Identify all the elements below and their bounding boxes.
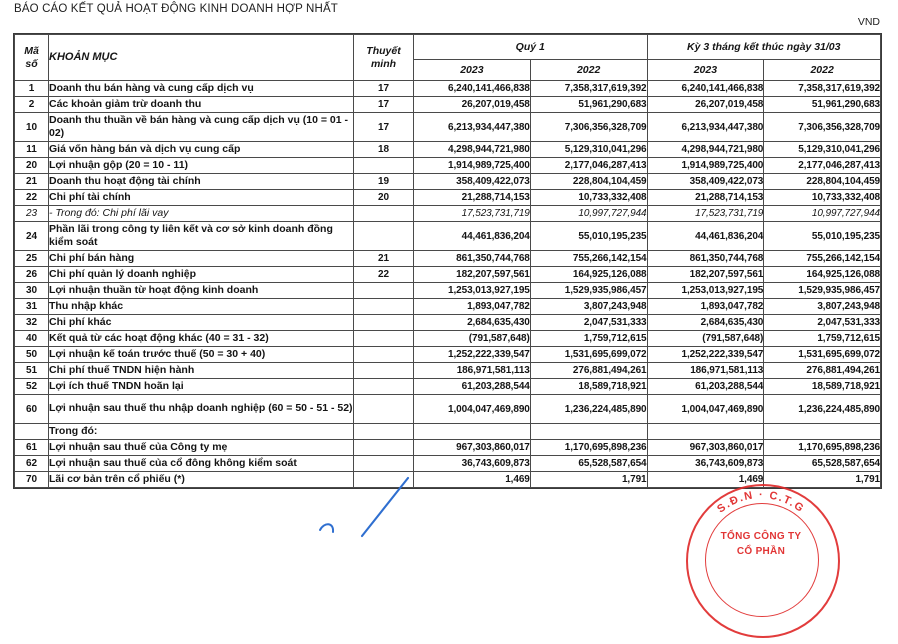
seal-arc-text <box>686 484 836 634</box>
table-row <box>15 267 881 283</box>
row-value-period-2023: 1,252,222,339,547 <box>647 347 764 363</box>
row-value-quarter-2023: 861,350,744,768 <box>414 251 531 267</box>
row-value-quarter-2023: 61,203,288,544 <box>414 379 531 395</box>
row-value-quarter-2022: 10,997,727,944 <box>530 206 647 222</box>
row-value-quarter-2023: 1,253,013,927,195 <box>414 283 531 299</box>
row-value-period-2023: 6,213,934,447,380 <box>647 113 764 142</box>
column-header-item: KHOẢN MỤC <box>49 35 354 81</box>
row-value-quarter-2023: 6,213,934,447,380 <box>414 113 531 142</box>
row-value-quarter-2023: 2,684,635,430 <box>414 315 531 331</box>
row-value-quarter-2023: 1,914,989,725,400 <box>414 158 531 174</box>
row-value-period-2022: 3,807,243,948 <box>764 299 881 315</box>
row-code-cell: 11 <box>15 142 49 158</box>
row-note-cell: 17 <box>354 113 414 142</box>
table-row <box>15 222 881 251</box>
row-value-quarter-2023: 1,004,047,469,890 <box>414 395 531 424</box>
row-item-cell: Doanh thu hoạt động tài chính <box>49 174 354 190</box>
row-item-cell: Lợi nhuận gộp (20 = 10 - 11) <box>49 158 354 174</box>
row-note-cell <box>354 315 414 331</box>
row-note-cell <box>354 222 414 251</box>
row-value-period-2023: 967,303,860,017 <box>647 440 764 456</box>
row-value-period-2022: 1,531,695,699,072 <box>764 347 881 363</box>
table-row <box>15 158 881 174</box>
column-group-header-quarter: Quý 1 <box>414 35 648 60</box>
row-value-period-2022: 755,266,142,154 <box>764 251 881 267</box>
row-note-cell <box>354 158 414 174</box>
row-item-cell: Kết quả từ các hoạt động khác (40 = 31 - 32) <box>49 331 354 347</box>
row-value-period-2022: 10,997,727,944 <box>764 206 881 222</box>
row-value-quarter-2023: 36,743,609,873 <box>414 456 531 472</box>
row-item-cell: Trong đó: <box>49 424 354 440</box>
row-value-quarter-2022: 1,170,695,898,236 <box>530 440 647 456</box>
row-code-cell: 70 <box>15 472 49 488</box>
row-note-cell <box>354 379 414 395</box>
row-value-period-2022: 2,177,046,287,413 <box>764 158 881 174</box>
page-title: BÁO CÁO KẾT QUẢ HOẠT ĐỘNG KINH DOANH HỢP NHẤT <box>14 3 338 15</box>
seal-inner-ring <box>705 503 819 617</box>
row-value-period-2022: 55,010,195,235 <box>764 222 881 251</box>
row-value-period-2023: 61,203,288,544 <box>647 379 764 395</box>
row-value-quarter-2023: 21,288,714,153 <box>414 190 531 206</box>
row-value-period-2023: 36,743,609,873 <box>647 456 764 472</box>
table-row <box>15 174 881 190</box>
column-header-quarter-2022: 2022 <box>530 60 647 81</box>
row-value-period-2022: 10,733,332,408 <box>764 190 881 206</box>
row-note-cell <box>354 299 414 315</box>
table-row <box>15 283 881 299</box>
row-item-cell: Lợi ích thuế TNDN hoãn lại <box>49 379 354 395</box>
currency-unit-label: VND <box>857 16 880 28</box>
row-note-cell: 20 <box>354 190 414 206</box>
row-item-cell: Chi phí bán hàng <box>49 251 354 267</box>
row-value-period-2023: 26,207,019,458 <box>647 97 764 113</box>
row-note-cell <box>354 440 414 456</box>
row-code-cell: 62 <box>15 456 49 472</box>
row-value-quarter-2022 <box>530 424 647 440</box>
row-item-cell: Giá vốn hàng bán và dịch vụ cung cấp <box>49 142 354 158</box>
table-row <box>15 395 881 424</box>
row-note-cell <box>354 363 414 379</box>
row-value-period-2023: 1,004,047,469,890 <box>647 395 764 424</box>
row-note-cell <box>354 472 414 488</box>
table-row <box>15 81 881 97</box>
row-value-period-2022: 5,129,310,041,296 <box>764 142 881 158</box>
row-note-cell: 17 <box>354 97 414 113</box>
row-value-period-2023: (791,587,648) <box>647 331 764 347</box>
table-row <box>15 315 881 331</box>
seal-center-text <box>686 530 836 559</box>
row-item-cell: Doanh thu bán hàng và cung cấp dịch vụ <box>49 81 354 97</box>
row-item-cell: Chi phí thuế TNDN hiện hành <box>49 363 354 379</box>
table-row <box>15 472 881 488</box>
row-value-period-2022: 1,236,224,485,890 <box>764 395 881 424</box>
row-value-period-2022: 18,589,718,921 <box>764 379 881 395</box>
row-value-quarter-2023: 6,240,141,466,838 <box>414 81 531 97</box>
row-code-cell: 50 <box>15 347 49 363</box>
table-header <box>15 35 881 81</box>
row-value-period-2023: 1,893,047,782 <box>647 299 764 315</box>
row-value-period-2023: 186,971,581,113 <box>647 363 764 379</box>
table-row <box>15 363 881 379</box>
row-item-cell: Thu nhập khác <box>49 299 354 315</box>
row-value-quarter-2023: 967,303,860,017 <box>414 440 531 456</box>
row-value-period-2023: 1,914,989,725,400 <box>647 158 764 174</box>
row-note-cell: 21 <box>354 251 414 267</box>
row-value-quarter-2022: 51,961,290,683 <box>530 97 647 113</box>
row-item-cell: - Trong đó: Chi phí lãi vay <box>49 206 354 222</box>
row-note-cell: 19 <box>354 174 414 190</box>
row-value-quarter-2022: 755,266,142,154 <box>530 251 647 267</box>
row-value-period-2022: 228,804,104,459 <box>764 174 881 190</box>
row-value-quarter-2023: 44,461,836,204 <box>414 222 531 251</box>
row-value-period-2022: 7,306,356,328,709 <box>764 113 881 142</box>
row-value-quarter-2022: 1,529,935,986,457 <box>530 283 647 299</box>
table-row <box>15 97 881 113</box>
column-header-period-2023: 2023 <box>647 60 764 81</box>
row-item-cell: Các khoản giảm trừ doanh thu <box>49 97 354 113</box>
row-value-quarter-2022: 276,881,494,261 <box>530 363 647 379</box>
row-value-period-2022: 7,358,317,619,392 <box>764 81 881 97</box>
row-value-period-2023: 6,240,141,466,838 <box>647 81 764 97</box>
row-value-period-2022: 65,528,587,654 <box>764 456 881 472</box>
row-code-cell: 26 <box>15 267 49 283</box>
row-value-period-2023: 17,523,731,719 <box>647 206 764 222</box>
row-value-quarter-2022: 3,807,243,948 <box>530 299 647 315</box>
row-value-quarter-2023: 1,469 <box>414 472 531 488</box>
income-statement-table-wrapper <box>14 34 880 488</box>
seal-text-line2: CỔ PHẦN <box>736 545 786 557</box>
row-value-period-2022: 1,170,695,898,236 <box>764 440 881 456</box>
row-value-period-2023: 2,684,635,430 <box>647 315 764 331</box>
row-value-quarter-2023: 358,409,422,073 <box>414 174 531 190</box>
row-note-cell <box>354 395 414 424</box>
row-code-cell: 30 <box>15 283 49 299</box>
row-item-cell: Chi phí khác <box>49 315 354 331</box>
row-code-cell: 1 <box>15 81 49 97</box>
row-note-cell <box>354 331 414 347</box>
table-row <box>15 424 881 440</box>
row-value-quarter-2022: 65,528,587,654 <box>530 456 647 472</box>
row-value-quarter-2023: 1,252,222,339,547 <box>414 347 531 363</box>
row-code-cell: 25 <box>15 251 49 267</box>
income-statement-table <box>14 34 881 488</box>
row-value-period-2023: 44,461,836,204 <box>647 222 764 251</box>
row-value-period-2023: 182,207,597,561 <box>647 267 764 283</box>
row-value-quarter-2022: 7,306,356,328,709 <box>530 113 647 142</box>
row-code-cell: 32 <box>15 315 49 331</box>
row-value-quarter-2023: (791,587,648) <box>414 331 531 347</box>
row-code-cell: 24 <box>15 222 49 251</box>
row-code-cell: 2 <box>15 97 49 113</box>
row-value-quarter-2022: 2,047,531,333 <box>530 315 647 331</box>
row-value-quarter-2022: 1,791 <box>530 472 647 488</box>
row-value-quarter-2022: 7,358,317,619,392 <box>530 81 647 97</box>
table-row <box>15 331 881 347</box>
row-value-period-2023 <box>647 424 764 440</box>
row-value-period-2022: 1,529,935,986,457 <box>764 283 881 299</box>
column-header-code-line1: Mã <box>24 45 39 58</box>
row-value-quarter-2022: 18,589,718,921 <box>530 379 647 395</box>
row-value-quarter-2023: 182,207,597,561 <box>414 267 531 283</box>
table-row <box>15 456 881 472</box>
row-value-quarter-2022: 228,804,104,459 <box>530 174 647 190</box>
row-note-cell <box>354 206 414 222</box>
row-value-quarter-2022: 1,236,224,485,890 <box>530 395 647 424</box>
company-seal-stamp <box>686 484 846 644</box>
row-code-cell: 20 <box>15 158 49 174</box>
column-header-quarter-2023: 2023 <box>414 60 531 81</box>
row-note-cell: 17 <box>354 81 414 97</box>
row-note-cell: 18 <box>354 142 414 158</box>
row-value-quarter-2023: 4,298,944,721,980 <box>414 142 531 158</box>
row-value-period-2022: 1,791 <box>764 472 881 488</box>
row-code-cell: 61 <box>15 440 49 456</box>
table-row <box>15 299 881 315</box>
row-value-period-2023: 1,469 <box>647 472 764 488</box>
row-code-cell: 10 <box>15 113 49 142</box>
row-code-cell: 23 <box>15 206 49 222</box>
row-value-period-2022: 2,047,531,333 <box>764 315 881 331</box>
row-value-quarter-2023 <box>414 424 531 440</box>
row-code-cell: 40 <box>15 331 49 347</box>
row-value-quarter-2022: 1,759,712,615 <box>530 331 647 347</box>
table-body <box>15 81 881 488</box>
row-code-cell: 22 <box>15 190 49 206</box>
row-note-cell <box>354 424 414 440</box>
row-value-period-2023: 1,253,013,927,195 <box>647 283 764 299</box>
row-value-period-2023: 861,350,744,768 <box>647 251 764 267</box>
table-row <box>15 347 881 363</box>
row-item-cell: Phần lãi trong công ty liên kết và cơ sở kinh doanh đồng kiểm soát <box>49 222 354 251</box>
row-note-cell: 22 <box>354 267 414 283</box>
column-header-code-line2: số <box>25 57 38 70</box>
row-code-cell: 51 <box>15 363 49 379</box>
row-item-cell: Lãi cơ bản trên cổ phiếu (*) <box>49 472 354 488</box>
row-note-cell <box>354 283 414 299</box>
row-item-cell: Chi phí quản lý doanh nghiệp <box>49 267 354 283</box>
table-row <box>15 190 881 206</box>
row-value-quarter-2023: 26,207,019,458 <box>414 97 531 113</box>
row-item-cell: Chi phí tài chính <box>49 190 354 206</box>
row-note-cell <box>354 456 414 472</box>
row-code-cell: 60 <box>15 395 49 424</box>
column-header-code <box>15 35 49 81</box>
row-value-quarter-2022: 164,925,126,088 <box>530 267 647 283</box>
table-row <box>15 251 881 267</box>
seal-outer-ring <box>686 484 840 638</box>
row-value-quarter-2022: 55,010,195,235 <box>530 222 647 251</box>
column-header-note-line2: minh <box>370 57 397 70</box>
table-row <box>15 206 881 222</box>
row-note-cell <box>354 347 414 363</box>
row-value-quarter-2022: 5,129,310,041,296 <box>530 142 647 158</box>
row-code-cell: 31 <box>15 299 49 315</box>
row-value-quarter-2022: 1,531,695,699,072 <box>530 347 647 363</box>
row-value-quarter-2023: 1,893,047,782 <box>414 299 531 315</box>
row-code-cell <box>15 424 49 440</box>
table-row <box>15 440 881 456</box>
row-value-period-2023: 4,298,944,721,980 <box>647 142 764 158</box>
row-code-cell: 21 <box>15 174 49 190</box>
row-value-period-2022: 51,961,290,683 <box>764 97 881 113</box>
seal-text-line1: TỔNG CÔNG TY <box>720 531 802 542</box>
column-header-period-2022: 2022 <box>764 60 881 81</box>
row-value-quarter-2023: 17,523,731,719 <box>414 206 531 222</box>
table-row <box>15 379 881 395</box>
row-value-period-2022: 1,759,712,615 <box>764 331 881 347</box>
row-item-cell: Doanh thu thuần về bán hàng và cung cấp dịch vụ (10 = 01 - 02) <box>49 113 354 142</box>
seal-arc-label: S.Đ.N · C.T.G <box>715 488 807 516</box>
row-item-cell: Lợi nhuận sau thuế thu nhập doanh nghiệp (60 = 50 - 51 - 52) <box>49 395 354 424</box>
row-value-quarter-2022: 2,177,046,287,413 <box>530 158 647 174</box>
row-value-period-2022 <box>764 424 881 440</box>
row-value-period-2023: 358,409,422,073 <box>647 174 764 190</box>
column-header-note <box>354 35 414 81</box>
row-value-period-2023: 21,288,714,153 <box>647 190 764 206</box>
row-value-quarter-2022: 10,733,332,408 <box>530 190 647 206</box>
column-group-header-period: Kỳ 3 tháng kết thúc ngày 31/03 <box>647 35 881 60</box>
row-value-quarter-2023: 186,971,581,113 <box>414 363 531 379</box>
table-row <box>15 142 881 158</box>
row-item-cell: Lợi nhuận thuần từ hoạt động kinh doanh <box>49 283 354 299</box>
row-value-period-2022: 276,881,494,261 <box>764 363 881 379</box>
table-row <box>15 113 881 142</box>
row-code-cell: 52 <box>15 379 49 395</box>
column-header-note-line1: Thuyết <box>366 45 401 58</box>
row-item-cell: Lợi nhuận kế toán trước thuế (50 = 30 + 40) <box>49 347 354 363</box>
row-item-cell: Lợi nhuận sau thuế của Công ty mẹ <box>49 440 354 456</box>
row-value-period-2022: 164,925,126,088 <box>764 267 881 283</box>
row-item-cell: Lợi nhuận sau thuế của cổ đông không kiểm soát <box>49 456 354 472</box>
